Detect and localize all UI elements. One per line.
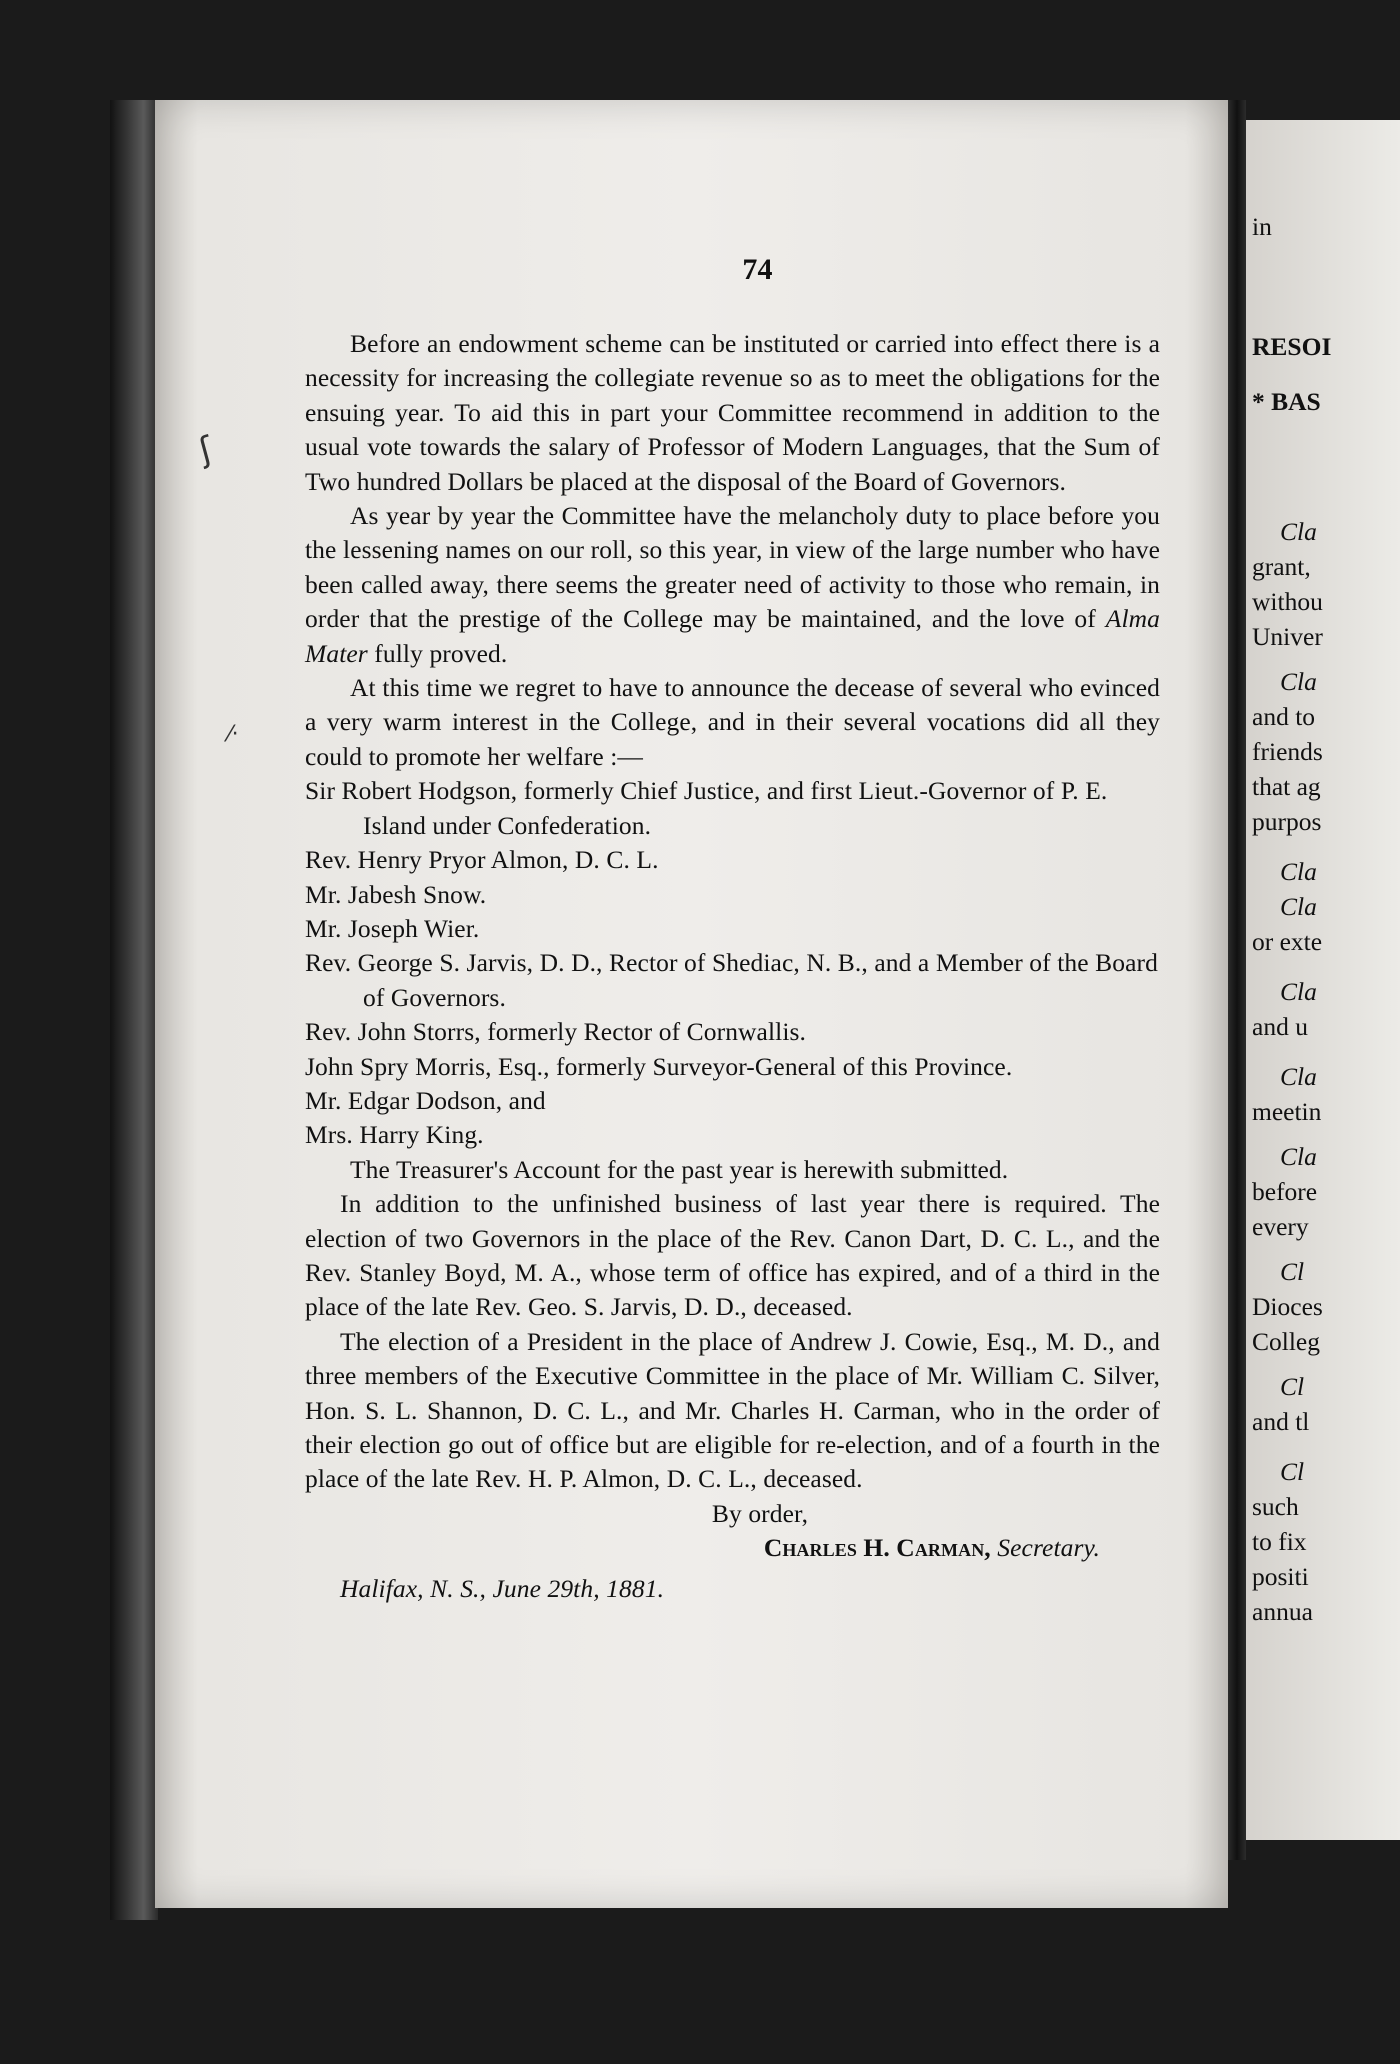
right-page-fragment: Cl — [1280, 1457, 1305, 1486]
list-item: Rev. George S. Jarvis, D. D., Rector of Shediac, N. B., and a Member of the Board of Governors. — [305, 948, 1158, 1012]
right-page-fragment: and tl — [1252, 1407, 1310, 1436]
place-date: Halifax, N. S., June 29th, 1881. — [340, 1573, 665, 1603]
list-item: Mrs. Harry King. — [305, 1120, 484, 1150]
right-page-fragment: purpos — [1252, 807, 1322, 836]
pencil-mark-2: ⁄· — [228, 722, 239, 747]
page-body — [305, 255, 1160, 1606]
list-item: Sir Robert Hodgson, formerly Chief Justice, and first Lieut.-Governor of P. E. Island under Confederation. — [305, 776, 1108, 840]
right-page-fragment: Cla — [1280, 517, 1317, 546]
pencil-mark: ʃ — [195, 429, 217, 471]
right-page-fragment: Cla — [1280, 977, 1317, 1006]
right-page-fragment: annua — [1252, 1597, 1313, 1626]
right-page-fragment: such — [1252, 1492, 1299, 1521]
right-page-fragment: Cl — [1280, 1257, 1305, 1286]
list-item: John Spry Morris, Esq., formerly Surveyor-General of this Province. — [305, 1051, 1013, 1081]
list-item: Mr. Jabesh Snow. — [305, 879, 487, 909]
right-page-fragment: in — [1252, 212, 1272, 241]
right-page-fragment: Cla — [1280, 1142, 1317, 1171]
right-page-fragment: meetin — [1252, 1097, 1322, 1126]
list-item: Rev. Henry Pryor Almon, D. C. L. — [305, 845, 659, 875]
right-page-fragment: before — [1252, 1177, 1318, 1206]
paragraph-president-election: The election of a President in the place of Andrew J. Cowie, Esq., M. D., and three members of the Executive Committee in the place of Mr. William C. Silver, Hon. S. L. Shannon, D. C. L., and Mr. Charles H. Carman, who in the order of their election go out of office but are eligible for re-election, and of a fourth in the place of the late Rev. H. P. Almon, D. C. L., deceased. — [305, 1326, 1160, 1494]
right-page-fragment: Cla — [1280, 1062, 1317, 1091]
right-page-fragment: Univer — [1252, 622, 1323, 651]
right-page-fragment: positi — [1252, 1562, 1309, 1591]
list-item: Rev. John Storrs, formerly Rector of Cornwallis. — [305, 1017, 807, 1047]
signature: Charles H. Carman, Secretary. — [763, 1533, 1100, 1563]
right-page-fragment: Cla — [1280, 857, 1317, 886]
page-gutter — [1228, 100, 1246, 1860]
paragraph-endowment: Before an endowment scheme can be instituted or carried into effect there is a necessity for increasing the collegiate revenue so as to meet the obligations for the ensuing year. To aid this in part your Committee recommend in addition to the usual vote towards the salary of Professor of Modern Languages, that the Sum of Two hundred Dollars be placed at the disposal of the Board of Governors. — [305, 329, 1160, 496]
list-item: Mr. Joseph Wier. — [305, 913, 480, 943]
right-page — [1246, 120, 1400, 1840]
right-page-fragment: friends — [1252, 737, 1323, 766]
paragraph-melancholy-duty: As year by year the Committee have the melancholy duty to place before you the lessening names on our roll, so this year, in view of the large number who have been called away, there seems the greater need of activity to those who remain, in order that the prestige of the College may be maintained, and the love of Alma Mater fully proved. — [305, 501, 1160, 668]
list-item: Mr. Edgar Dodson, and — [305, 1085, 546, 1115]
right-page-fragment: that ag — [1252, 772, 1321, 801]
right-page-fragment: and to — [1252, 702, 1316, 731]
right-page-fragment: Colleg — [1252, 1327, 1320, 1356]
right-page-fragment: every — [1252, 1212, 1309, 1241]
right-page-fragment: Cl — [1280, 1372, 1305, 1401]
right-page-fragment: and u — [1252, 1012, 1308, 1041]
right-page-fragment: Dioces — [1252, 1292, 1323, 1321]
by-order: By order, — [711, 1498, 809, 1528]
right-page-fragment: or exte — [1252, 927, 1323, 956]
right-page-fragment: to fix — [1252, 1527, 1307, 1556]
page-number: 74 — [742, 253, 773, 286]
right-page-fragment: grant, — [1252, 552, 1311, 581]
deceased-list — [305, 774, 1160, 1152]
right-page-fragment: withou — [1252, 587, 1323, 616]
alma-mater-italic: Alma Mater — [305, 604, 1160, 668]
right-page-fragment: RESOI — [1252, 332, 1332, 361]
right-page-fragment: * BAS — [1252, 387, 1321, 416]
right-page-fragment: Cla — [1280, 892, 1317, 921]
paragraph-treasurer: The Treasurer's Account for the past year is herewith submitted. — [350, 1154, 1009, 1184]
right-page-fragment: Cla — [1280, 667, 1317, 696]
paragraph-decease: At this time we regret to have to announce the decease of several who evinced a very warm interest in the College, and in their several vocations did all they could to promote her welfare :— — [305, 673, 1160, 771]
paragraph-unfinished-business: In addition to the unfinished business of last year there is required. The election of two Governors in the place of the Rev. Canon Dart, D. C. L., and the Rev. Stanley Boyd, M. A., whose term of office has expired, and of a third in the place of the late Rev. Geo. S. Jarvis, D. D., deceased. — [305, 1189, 1160, 1322]
book-spine — [110, 100, 158, 1920]
